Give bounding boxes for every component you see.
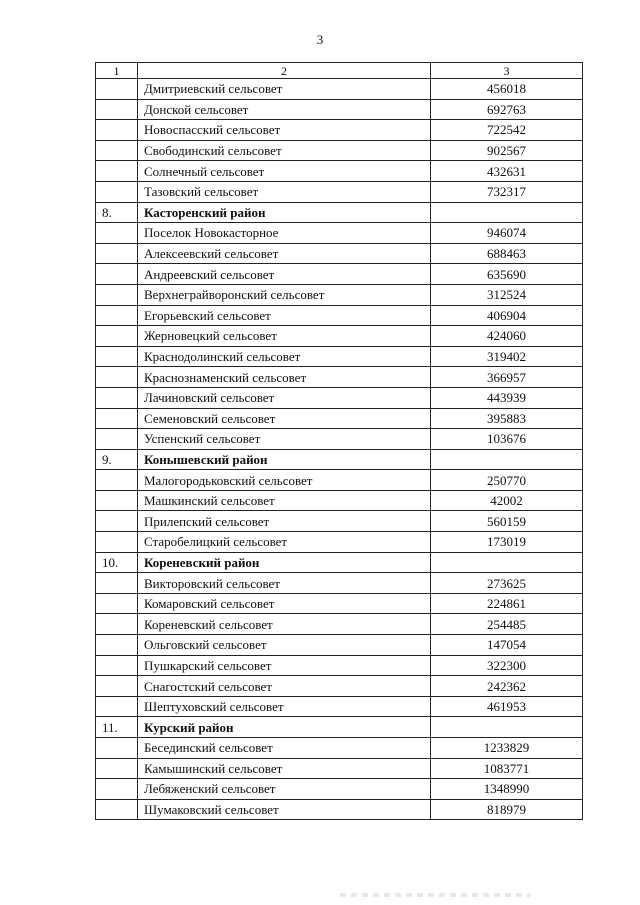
row-number — [96, 799, 138, 820]
settlement-name: Тазовский сельсовет — [138, 181, 431, 202]
row-number — [96, 367, 138, 388]
row-value: 395883 — [431, 408, 583, 429]
row-number — [96, 346, 138, 367]
table-row — [96, 223, 583, 244]
row-value: 254485 — [431, 614, 583, 635]
row-number — [96, 511, 138, 532]
row-number: 8. — [96, 202, 138, 223]
district-name: Касторенский район — [138, 202, 431, 223]
table-row — [96, 573, 583, 594]
row-value: 322300 — [431, 655, 583, 676]
row-number — [96, 676, 138, 697]
row-value: 312524 — [431, 284, 583, 305]
row-value: 635690 — [431, 264, 583, 285]
row-value: 1083771 — [431, 758, 583, 779]
row-number — [96, 490, 138, 511]
settlement-name: Алексеевский сельсовет — [138, 243, 431, 264]
row-number — [96, 181, 138, 202]
row-number — [96, 284, 138, 305]
row-number: 9. — [96, 449, 138, 470]
settlement-name: Свободинский сельсовет — [138, 140, 431, 161]
scan-artifact — [340, 893, 530, 897]
settlement-name: Прилепский сельсовет — [138, 511, 431, 532]
row-value: 103676 — [431, 429, 583, 450]
table-row — [96, 614, 583, 635]
table-row — [96, 346, 583, 367]
row-value: 902567 — [431, 140, 583, 161]
row-number — [96, 532, 138, 553]
district-name: Курский район — [138, 717, 431, 738]
table-header-row — [96, 63, 583, 79]
row-number — [96, 408, 138, 429]
row-number — [96, 161, 138, 182]
settlement-name: Викторовский сельсовет — [138, 573, 431, 594]
row-number — [96, 696, 138, 717]
settlement-name: Семеновский сельсовет — [138, 408, 431, 429]
district-row — [96, 552, 583, 573]
table-row — [96, 79, 583, 100]
table-row — [96, 429, 583, 450]
row-value — [431, 202, 583, 223]
table-row — [96, 593, 583, 614]
row-number — [96, 140, 138, 161]
settlement-name: Дмитриевский сельсовет — [138, 79, 431, 100]
settlement-name: Новоспасский сельсовет — [138, 120, 431, 141]
column-header-value: 3 — [431, 63, 583, 79]
row-value — [431, 717, 583, 738]
row-value: 242362 — [431, 676, 583, 697]
settlement-name: Старобелицкий сельсовет — [138, 532, 431, 553]
table-row — [96, 779, 583, 800]
data-table — [95, 62, 583, 820]
row-number — [96, 223, 138, 244]
row-number — [96, 429, 138, 450]
settlement-name: Жерновецкий сельсовет — [138, 326, 431, 347]
table-row — [96, 367, 583, 388]
table-row — [96, 635, 583, 656]
district-row — [96, 202, 583, 223]
district-row — [96, 717, 583, 738]
settlement-name: Кореневский сельсовет — [138, 614, 431, 635]
row-number — [96, 79, 138, 100]
row-value: 456018 — [431, 79, 583, 100]
table-row — [96, 305, 583, 326]
table-row — [96, 799, 583, 820]
row-value: 319402 — [431, 346, 583, 367]
row-value: 688463 — [431, 243, 583, 264]
table-row — [96, 243, 583, 264]
settlement-name: Шумаковский сельсовет — [138, 799, 431, 820]
row-number — [96, 305, 138, 326]
row-number — [96, 470, 138, 491]
row-value: 692763 — [431, 99, 583, 120]
settlement-name: Снагостский сельсовет — [138, 676, 431, 697]
district-name: Кореневский район — [138, 552, 431, 573]
row-value: 443939 — [431, 387, 583, 408]
table-row — [96, 655, 583, 676]
settlement-name: Успенский сельсовет — [138, 429, 431, 450]
row-value: 1348990 — [431, 779, 583, 800]
row-value: 732317 — [431, 181, 583, 202]
row-number — [96, 738, 138, 759]
row-value: 560159 — [431, 511, 583, 532]
row-number — [96, 655, 138, 676]
row-value: 424060 — [431, 326, 583, 347]
row-number — [96, 635, 138, 656]
settlement-name: Шептуховский сельсовет — [138, 696, 431, 717]
row-value: 147054 — [431, 635, 583, 656]
row-value — [431, 552, 583, 573]
table-row — [96, 408, 583, 429]
table-row — [96, 284, 583, 305]
row-value: 461953 — [431, 696, 583, 717]
row-value: 406904 — [431, 305, 583, 326]
row-number — [96, 326, 138, 347]
row-value: 722542 — [431, 120, 583, 141]
table-row — [96, 264, 583, 285]
table-row — [96, 99, 583, 120]
table-row — [96, 161, 583, 182]
settlement-name: Лебяженский сельсовет — [138, 779, 431, 800]
settlement-name: Краснодолинский сельсовет — [138, 346, 431, 367]
district-row — [96, 449, 583, 470]
row-value: 273625 — [431, 573, 583, 594]
row-value: 173019 — [431, 532, 583, 553]
row-number — [96, 758, 138, 779]
table-row — [96, 470, 583, 491]
settlement-name: Краснознаменский сельсовет — [138, 367, 431, 388]
settlement-name: Камышинский сельсовет — [138, 758, 431, 779]
settlement-name: Андреевский сельсовет — [138, 264, 431, 285]
row-value: 946074 — [431, 223, 583, 244]
table-body — [96, 79, 583, 820]
row-value: 224861 — [431, 593, 583, 614]
table-row — [96, 387, 583, 408]
row-number — [96, 593, 138, 614]
table-row — [96, 490, 583, 511]
row-value: 818979 — [431, 799, 583, 820]
column-header-number: 1 — [96, 63, 138, 79]
row-number — [96, 614, 138, 635]
table-row — [96, 140, 583, 161]
settlement-name: Ольговский сельсовет — [138, 635, 431, 656]
settlement-name: Пушкарский сельсовет — [138, 655, 431, 676]
row-value: 250770 — [431, 470, 583, 491]
row-number — [96, 573, 138, 594]
page-number: 3 — [316, 32, 324, 47]
table-row — [96, 738, 583, 759]
settlement-name: Егорьевский сельсовет — [138, 305, 431, 326]
row-number: 11. — [96, 717, 138, 738]
settlement-name: Бесединский сельсовет — [138, 738, 431, 759]
row-value: 1233829 — [431, 738, 583, 759]
row-number — [96, 387, 138, 408]
settlement-name: Лачиновский сельсовет — [138, 387, 431, 408]
row-number — [96, 243, 138, 264]
settlement-name: Машкинский сельсовет — [138, 490, 431, 511]
row-number — [96, 779, 138, 800]
table-row — [96, 676, 583, 697]
row-value: 432631 — [431, 161, 583, 182]
table-row — [96, 326, 583, 347]
table-row — [96, 120, 583, 141]
district-name: Конышевский район — [138, 449, 431, 470]
row-number — [96, 264, 138, 285]
table-row — [96, 696, 583, 717]
table-row — [96, 758, 583, 779]
settlement-name: Верхнеграйворонский сельсовет — [138, 284, 431, 305]
settlement-name: Солнечный сельсовет — [138, 161, 431, 182]
row-value: 42002 — [431, 490, 583, 511]
table-row — [96, 511, 583, 532]
row-value — [431, 449, 583, 470]
table-row — [96, 532, 583, 553]
settlement-name: Поселок Новокасторное — [138, 223, 431, 244]
column-header-name: 2 — [138, 63, 431, 79]
row-number: 10. — [96, 552, 138, 573]
settlement-name: Малогородьковский сельсовет — [138, 470, 431, 491]
table-row — [96, 181, 583, 202]
row-number — [96, 120, 138, 141]
settlement-name: Донской сельсовет — [138, 99, 431, 120]
row-number — [96, 99, 138, 120]
settlement-name: Комаровский сельсовет — [138, 593, 431, 614]
row-value: 366957 — [431, 367, 583, 388]
